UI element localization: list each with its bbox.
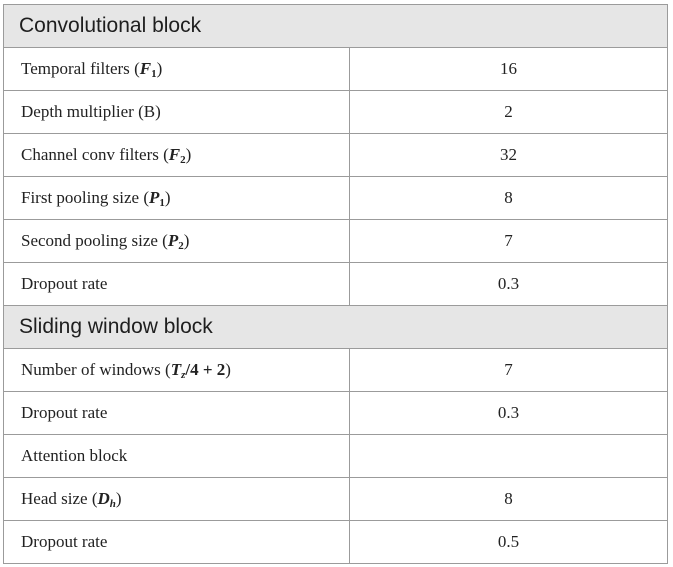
table-row	[4, 48, 668, 91]
table-row	[4, 220, 668, 263]
table-row	[4, 263, 668, 306]
param-label: Dropout rate	[4, 263, 350, 306]
param-value: 8	[350, 177, 668, 220]
param-label: Attention block	[4, 435, 350, 478]
param-label: Dropout rate	[4, 392, 350, 435]
param-label: Channel conv filters $(F_2)$	[4, 134, 350, 177]
param-value: 7	[350, 220, 668, 263]
table-row	[4, 134, 668, 177]
table-row	[4, 478, 668, 521]
param-label: Temporal filters $(F_1)$	[4, 48, 350, 91]
section-title: Sliding window block	[4, 306, 668, 349]
hyperparameter-table	[3, 4, 668, 564]
param-label: Depth multiplier (B)	[4, 91, 350, 134]
param-label: Dropout rate	[4, 521, 350, 564]
param-value: 0.3	[350, 392, 668, 435]
table-row	[4, 435, 668, 478]
param-value: 0.3	[350, 263, 668, 306]
param-value: 0.5	[350, 521, 668, 564]
param-label: Number of windows $(T_z/4 + 2)$	[4, 349, 350, 392]
param-label: Second pooling size $(P_2)$	[4, 220, 350, 263]
section-header-sliding-window	[4, 306, 668, 349]
param-value: 7	[350, 349, 668, 392]
param-label: Head size $(D_h)$	[4, 478, 350, 521]
section-title: Convolutional block	[4, 5, 668, 48]
section-header-convolutional	[4, 5, 668, 48]
param-value	[350, 435, 668, 478]
table-row	[4, 521, 668, 564]
param-value: 32	[350, 134, 668, 177]
table-row	[4, 177, 668, 220]
table-row	[4, 91, 668, 134]
param-label: First pooling size $(P_1)$	[4, 177, 350, 220]
param-value: 8	[350, 478, 668, 521]
table-row	[4, 392, 668, 435]
param-value: 16	[350, 48, 668, 91]
param-value: 2	[350, 91, 668, 134]
table-row	[4, 349, 668, 392]
